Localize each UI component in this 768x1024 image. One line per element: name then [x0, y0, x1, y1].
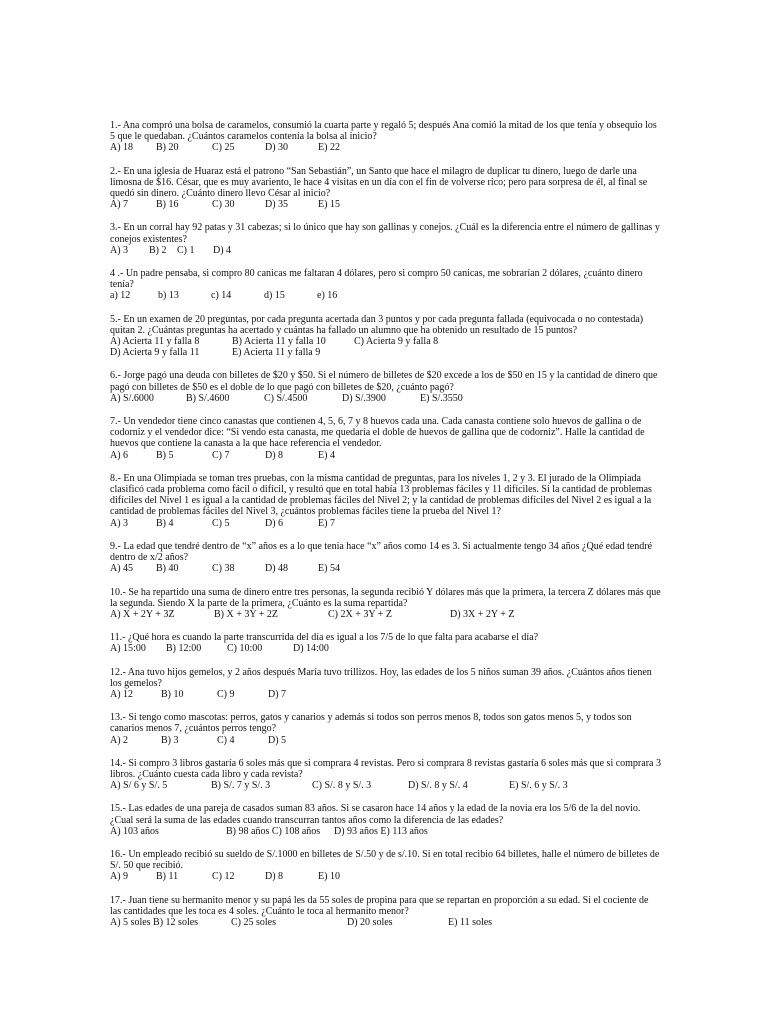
question-1 — [110, 120, 662, 154]
question-text: 9.- La edad que tendré dentro de “x” años es a lo que tenía hace “x” años como 14 es 3. Si actualmente tengo 34 años ¿Qué edad tendré dentro de x/2 años? — [110, 540, 653, 564]
answer-option: D) 35 — [265, 199, 289, 211]
question-text: 6.- Jorge pagó una deuda con billetes de $20 y $50. Si el número de billetes de $20 excede a los de $50 en 15 y la cantidad de dinero que pagó con billetes de $50 es el doble de lo que pagó con billetes de $20, ¿cuánto pagó? — [110, 370, 658, 393]
answer-option: B) 20 — [156, 142, 179, 154]
answer-options — [110, 780, 662, 791]
question-text: 11.- ¿Qué hora es cuando la parte transcurrida del día es igual a los 7/5 de lo que falta para acabarse el día? — [110, 632, 539, 644]
question-13 — [110, 712, 662, 746]
answer-option: B) 3 — [161, 734, 179, 746]
answer-options — [110, 917, 662, 928]
answer-option: A) Acierta 11 y falla 8 — [110, 336, 200, 348]
answer-option: E) 4 — [318, 449, 335, 461]
question-7 — [110, 416, 662, 461]
answer-option: B) 40 — [156, 563, 179, 575]
answer-options — [110, 826, 662, 837]
answer-option: C) 25 soles — [231, 916, 276, 928]
question-5 — [110, 314, 662, 359]
answer-option: D) 14:00 — [293, 643, 329, 655]
answer-options — [110, 245, 662, 256]
document — [110, 120, 662, 940]
answer-option: D) 48 — [265, 563, 289, 575]
answer-options — [110, 871, 662, 882]
answer-option: E) 54 — [318, 563, 340, 575]
answer-option: D) S/. 8 y S/. 4 — [408, 780, 468, 792]
answer-option: A) 45 — [110, 563, 134, 575]
question-14 — [110, 758, 662, 792]
answer-option: A) 103 años — [110, 825, 159, 837]
answer-option: A) 2 — [110, 734, 129, 746]
question-text: 17.- Juan tiene su hermanito menor y su papá les da 55 soles de propina para que se repartan en proporción a su edad. Si el cociente de las cantidades que les toca es 4 soles. ¿Cuánto le toca al hermanito menor? — [110, 894, 649, 917]
question-2 — [110, 166, 662, 211]
answer-option: E) 10 — [318, 871, 340, 883]
answer-options — [110, 393, 662, 404]
answer-option: E) 7 — [318, 517, 335, 529]
answer-option: A) S/.6000 — [110, 392, 154, 404]
answer-options — [110, 142, 662, 153]
answer-option: C) S/. 8 y S/. 3 — [312, 780, 372, 792]
answer-option: B) 4 — [156, 517, 174, 529]
answer-option: C) 7 — [212, 449, 230, 461]
answer-option: D) 5 — [268, 734, 287, 746]
question-text: 1.- Ana compró una bolsa de caramelos, consumió la cuarta parte y regaló 5; después Ana comió la mitad de los que tenía y obsequio los 5 que le quedaban. ¿Cuántos caramelos contenía la bolsa al inicio? — [110, 120, 657, 143]
question-6 — [110, 370, 662, 404]
answer-option: E) 22 — [318, 142, 340, 154]
answer-option: a) 12 — [110, 290, 131, 302]
answer-option: d) 15 — [264, 290, 285, 302]
answer-option: A) 12 — [110, 688, 134, 700]
answer-option: B) 5 — [156, 449, 174, 461]
answer-option: D) 30 — [265, 142, 289, 154]
answer-option: D) 20 soles — [347, 916, 393, 928]
answer-option: C) 2X + 3Y + Z — [328, 608, 392, 620]
answer-option: C) 38 — [212, 563, 235, 575]
answer-options — [110, 290, 662, 301]
question-text: 8.- En una Olimpiada se toman tres pruebas, con la misma cantidad de preguntas, para los niveles 1, 2 y 3. El jurado de la Olimpiada clasificó cada problema como fácil o difícil, y resultó que en total había 13 problemas fáciles y 11 difíciles. Si la cantidad de problemas difíciles del Nivel 1 es igual a la cantidad de problemas fáciles del Nivel 2; y la cantidad de problemas difíciles del Nivel 2 es igual a la cantidad de problemas fáciles del Nivel 3, ¿cuántos problemas fáciles tiene la prueba del Nivel 1? — [110, 472, 652, 518]
question-text: 7.- Un vendedor tiene cinco canastas que contienen 4, 5, 6, 7 y 8 huevos cada una. Cada canasta contiene solo huevos de gallina o de codorniz y el vendedor dice: “Si vendo esta canasta, me quedaría el doble de huevos de gallina que de codorniz”. Halle la cantidad de huevos que contiene la canasta a la que hace referencia el vendedor. — [110, 416, 645, 450]
answer-option: E) 15 — [318, 199, 340, 211]
answer-option: A) 3 — [110, 244, 129, 256]
question-text: 3.- En un corral hay 92 patas y 31 cabezas; si lo único que hay son gallinas y conejos. ¿Cuál es la diferencia entre el número de gallinas y conejos existentes? — [110, 222, 660, 245]
answer-option: C) 30 — [212, 199, 235, 211]
question-text: 12.- Ana tuvo hijos gemelos, y 2 años después María tuvo trillizos. Hoy, las edades de los 5 niños suman 39 años. ¿Cuántos años tienen los gemelos? — [110, 666, 652, 689]
answer-options — [110, 643, 662, 654]
answer-option: C) S/.4500 — [264, 392, 308, 404]
answer-option: B) S/.4600 — [186, 392, 230, 404]
question-text: 4 .- Un padre pensaba, si compro 80 canicas me faltaran 4 dólares, pero si compro 50 canicas, me sobrarían 2 dólares, ¿cuánto dinero tenía? — [110, 268, 643, 291]
answer-option: c) 14 — [211, 290, 232, 302]
answer-option: C) 1 — [177, 244, 195, 256]
answer-option: B) 2 — [149, 244, 167, 256]
answer-option: C) 25 — [212, 142, 235, 154]
answer-options — [110, 735, 662, 746]
answer-option: C) 5 — [212, 517, 230, 529]
answer-option: C) Acierta 9 y falla 8 — [354, 336, 439, 348]
answer-option: C) 12 — [212, 871, 235, 883]
answer-option: C) 4 — [217, 734, 235, 746]
answer-options — [110, 450, 662, 461]
answer-option: e) 16 — [317, 290, 338, 302]
answer-option: A) 6 — [110, 449, 129, 461]
answer-options-row — [110, 347, 662, 358]
answer-option: A) 15:00 — [110, 643, 146, 655]
answer-options — [110, 199, 662, 210]
answer-option: E) 11 soles — [448, 916, 493, 928]
question-text: 2.- En una iglesia de Huaraz está el patrono “San Sebastián”, un Santo que hace el milagro de duplicar tu dinero, luego de darle una limosna de $16. César, que es muy avariento, le hace 4 visitas en un día con el fin de volverse rico; pero para sorpresa de él, al final se quedó sin dinero. ¿Cuánto dinero llevo César al inicio? — [110, 165, 648, 200]
question-4 — [110, 268, 662, 302]
answer-options — [110, 689, 662, 700]
answer-option: E) S/. 6 y S/. 3 — [509, 780, 568, 792]
question-15 — [110, 803, 662, 837]
answer-option: D) Acierta 9 y falla 11 — [110, 347, 200, 359]
answer-option: b) 13 — [158, 290, 179, 302]
answer-options-row — [110, 336, 662, 347]
answer-option: B) 98 años C) 108 años — [226, 825, 321, 837]
answer-option: A) 3 — [110, 517, 129, 529]
answer-option: A) 5 soles B) 12 soles — [110, 916, 199, 928]
question-12 — [110, 667, 662, 701]
answer-option: B) 12:00 — [166, 643, 202, 655]
answer-option: D) 93 años E) 113 años — [334, 825, 428, 837]
question-16 — [110, 849, 662, 883]
question-text: 10.- Se ha repartido una suma de dinero entre tres personas, la segunda recibió Y dólares más que la primera, la tercera Z dólares más que la segunda. Siendo X la parte de la primera, ¿Cuánto es la suma repartida? — [110, 586, 661, 609]
question-text: 15.- Las edades de una pareja de casados suman 83 años. Si se casaron hace 14 años y la edad de la novia era los 5/6 de la del novio. ¿Cual será la suma de las edades cuando transcurran tantos años como la diferencia de las edades? — [110, 803, 641, 826]
answer-option: D) 3X + 2Y + Z — [450, 608, 515, 620]
question-text: 14.- Si compro 3 libros gastaría 6 soles más que si comprara 4 revistas. Pero si comprara 8 revistas gastaría 6 soles más que si comprara 3 libros. ¿Cuánto cuesta cada libro y cada revista? — [110, 757, 661, 780]
answer-option: A) 18 — [110, 142, 134, 154]
answer-option: B) 11 — [156, 871, 179, 883]
answer-option: B) 16 — [156, 199, 179, 211]
question-text: 13.- Si tengo como mascotas: perros, gatos y canarios y además si todos son perros menos 8, todos son gatos menos 5, y todos son canarios menos 7, ¿cuántos perros tengo? — [110, 712, 632, 735]
question-10 — [110, 587, 662, 621]
answer-options — [110, 563, 662, 574]
question-8 — [110, 473, 662, 529]
answer-option: D) 6 — [265, 517, 284, 529]
answer-option: B) X + 3Y + 2Z — [214, 608, 278, 620]
answer-option: D) S/.3900 — [342, 392, 386, 404]
answer-option: B) Acierta 11 y falla 10 — [232, 336, 326, 348]
answer-option: E) Acierta 11 y falla 9 — [232, 347, 321, 359]
answer-option: A) S/ 6 y S/. 5 — [110, 780, 168, 792]
answer-option: A) X + 2Y + 3Z — [110, 608, 175, 620]
answer-option: A) 7 — [110, 199, 129, 211]
answer-option: A) 9 — [110, 871, 129, 883]
question-11 — [110, 632, 662, 654]
answer-option: D) 7 — [268, 688, 287, 700]
answer-option: C) 10:00 — [227, 643, 263, 655]
answer-options — [110, 518, 662, 529]
answer-option: D) 4 — [213, 244, 232, 256]
answer-options — [110, 609, 662, 620]
answer-option: B) S/. 7 y S/. 3 — [211, 780, 271, 792]
question-3 — [110, 222, 662, 256]
question-9 — [110, 541, 662, 575]
answer-option: D) 8 — [265, 449, 284, 461]
question-17 — [110, 895, 662, 929]
answer-option: B) 10 — [161, 688, 184, 700]
answer-option: E) S/.3550 — [420, 392, 463, 404]
question-text: 16.- Un empleado recibió su sueldo de S/.1000 en billetes de S/.50 y de s/.10. Si en total recibio 64 billetes, halle el número de billetes de S/. 50 que recibió. — [110, 848, 660, 872]
answer-option: D) 8 — [265, 871, 284, 883]
answer-option: C) 9 — [217, 688, 235, 700]
question-text: 5.- En un examen de 20 preguntas, por cada pregunta acertada dan 3 puntos y por cada pregunta fallada (equivocada o no contestada) quitan 2. ¿Cuántas preguntas ha acertado y cuántas ha fallado un alumno que ha obtenido un resultado de 15 puntos? — [110, 313, 644, 336]
